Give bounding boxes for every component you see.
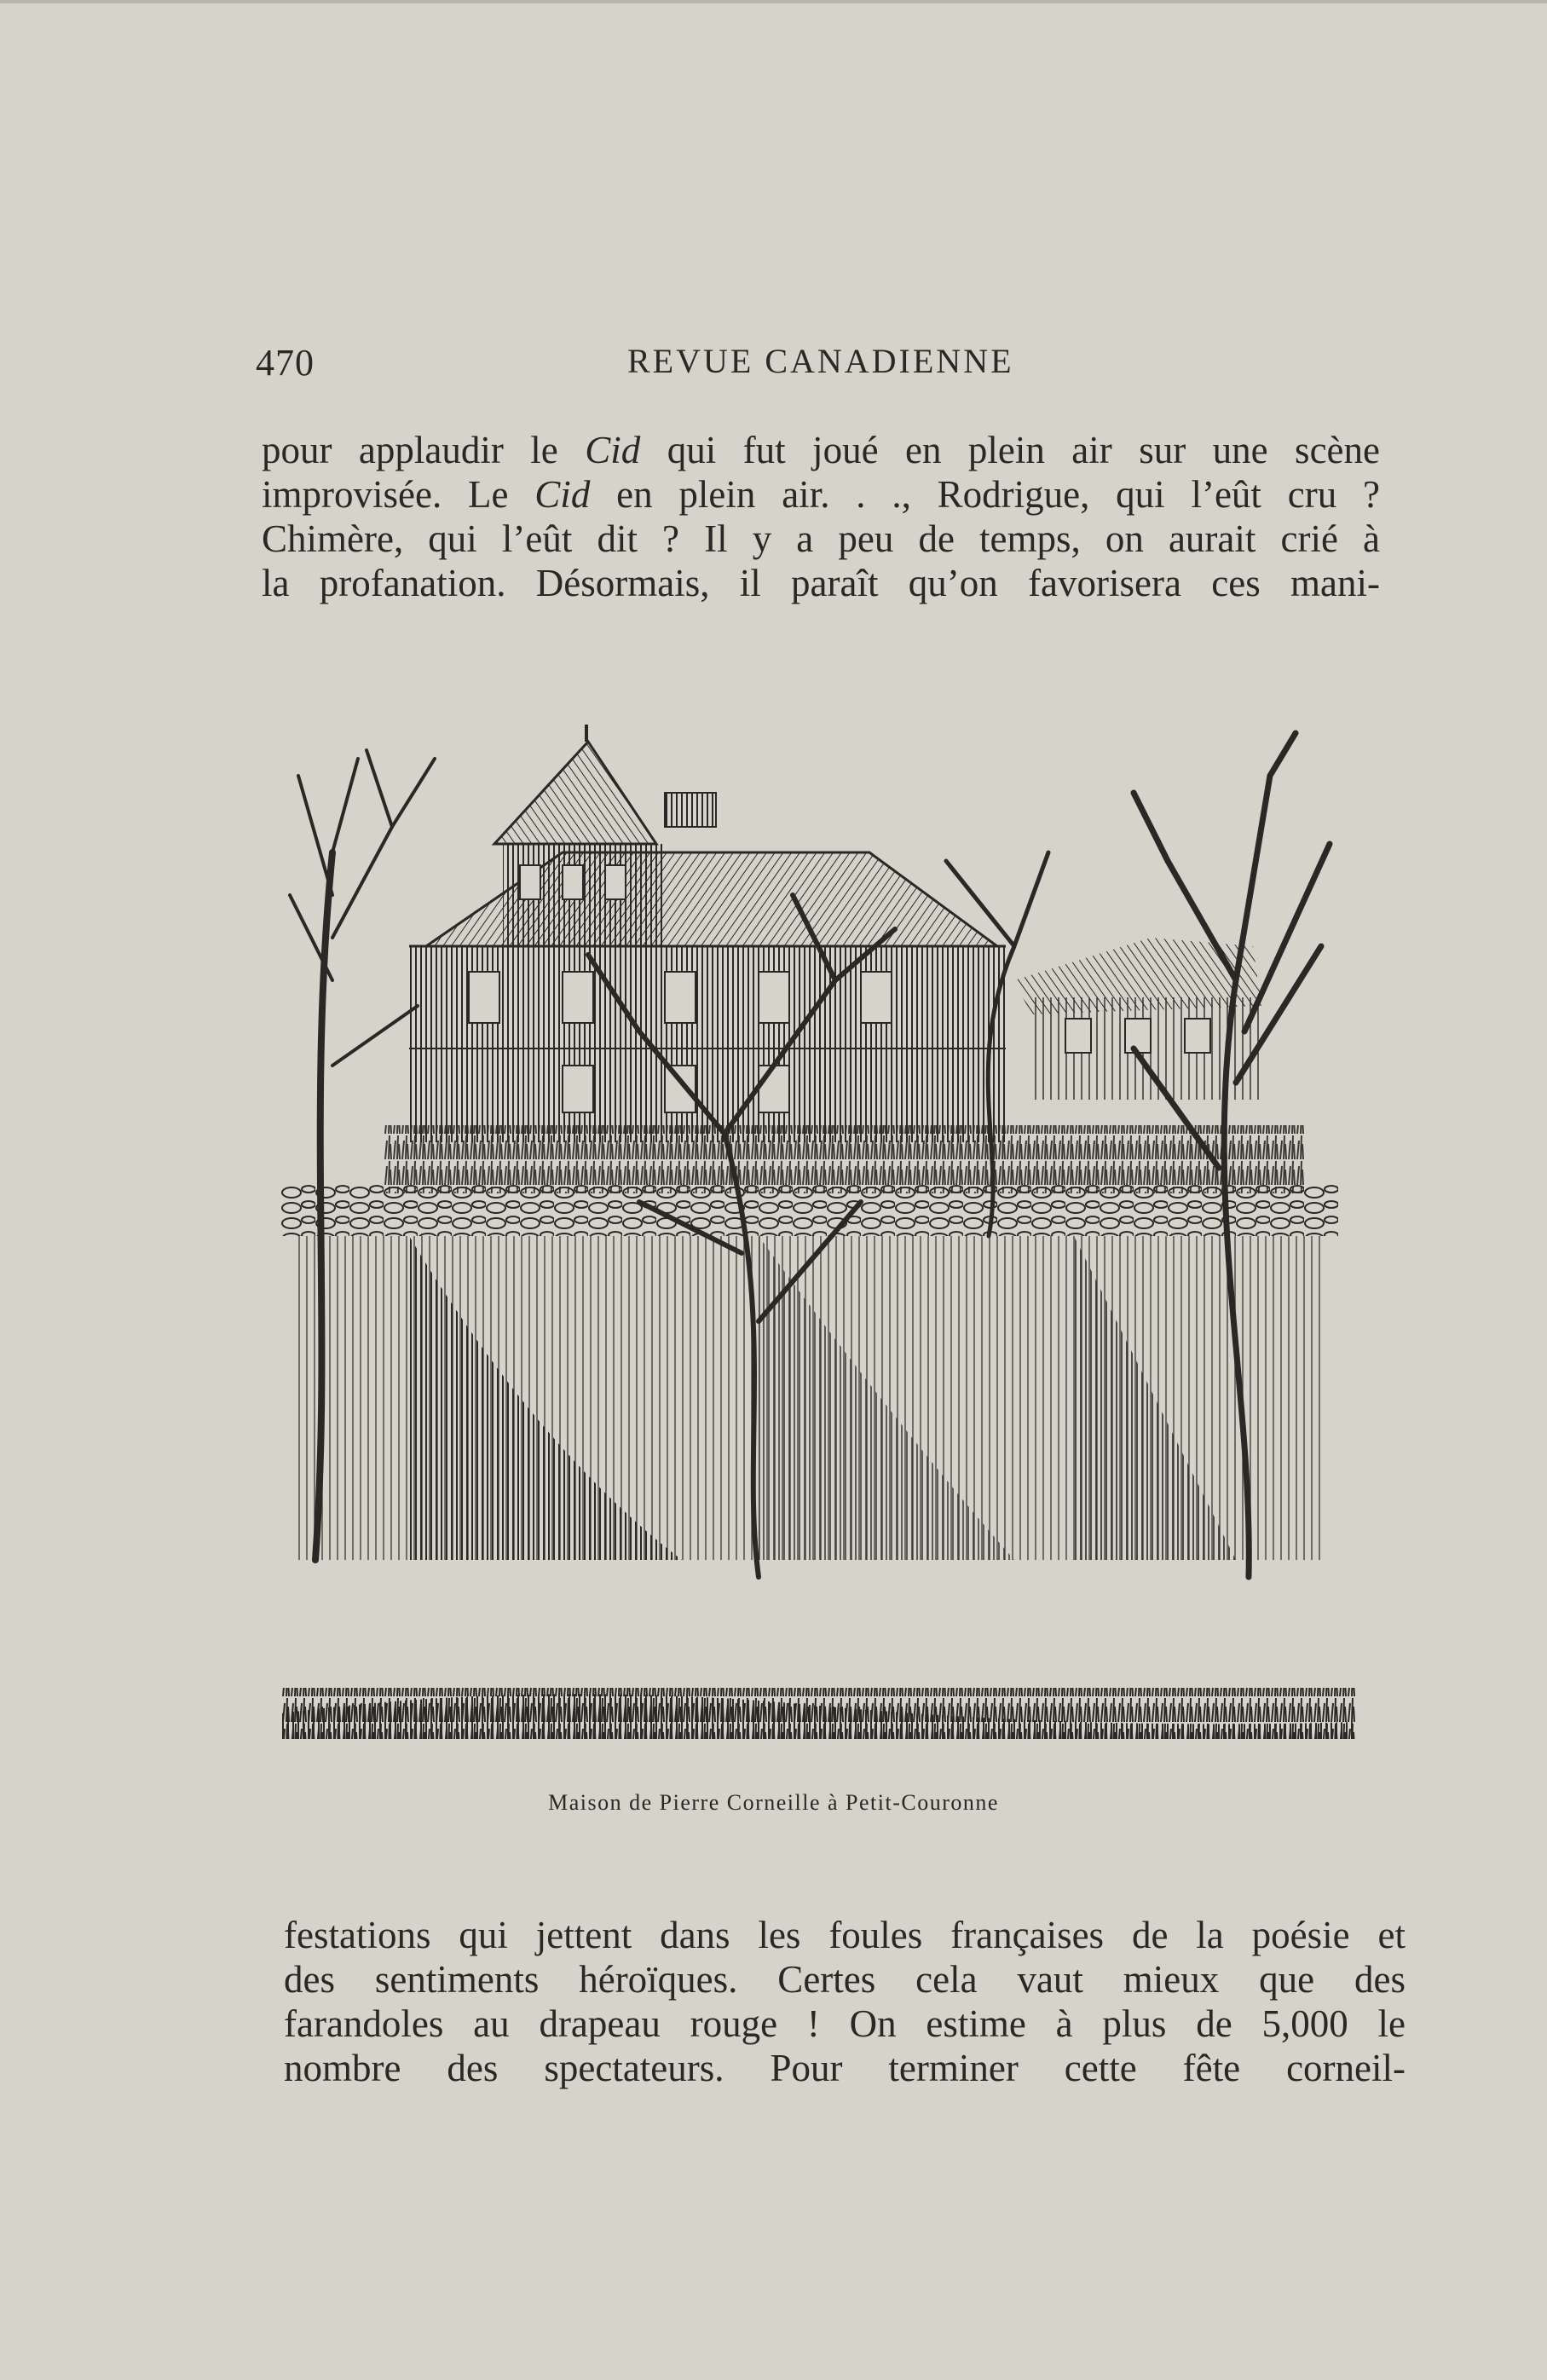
text-run: la profanation. Désormais, il paraît qu’on favorisera ces mani- — [262, 562, 1380, 604]
text-line — [262, 517, 1380, 561]
text-run: improvisée. Le — [262, 473, 535, 516]
text-line: farandoles au drapeau rouge ! On estime à plus de 5,000 le — [284, 2002, 1406, 2045]
running-head: REVUE CANADIENNE — [627, 342, 1014, 380]
text-run: pour applaudir le — [262, 429, 586, 471]
page-header — [256, 341, 1108, 392]
pond-reflection — [298, 1236, 1321, 1560]
bottom-paragraph — [284, 1913, 1406, 2090]
page-top-edge — [0, 0, 1547, 3]
italic-title: Cid — [534, 473, 591, 516]
foreground-grass — [281, 1688, 1355, 1739]
text-line: des sentiments héroïques. Certes cela vaut mieux que des — [284, 1958, 1406, 2001]
text-line — [262, 561, 1380, 605]
meadow — [281, 1125, 1338, 1236]
house-by-pond-engraving — [281, 725, 1355, 1765]
text-line: festations qui jettent dans les foules françaises de la poésie et — [284, 1914, 1406, 1956]
figure-caption: Maison de Pierre Corneille à Petit-Couronne — [548, 1790, 999, 1815]
text-line — [262, 428, 1380, 472]
text-run: Chimère, qui l’eût dit ? Il y a peu de temps, on aurait crié à — [262, 517, 1380, 560]
text-run: qui fut joué en plein air sur une scène — [640, 429, 1380, 471]
timber-framed-house — [409, 725, 1006, 1142]
text-line — [262, 472, 1380, 517]
engraving-illustration — [281, 725, 1355, 1765]
text-line: nombre des spectateurs. Pour terminer cette fête corneil- — [284, 2047, 1406, 2089]
page-number: 470 — [256, 342, 315, 384]
italic-title: Cid — [585, 429, 641, 471]
top-paragraph — [262, 428, 1380, 605]
text-run: en plein air. . ., Rodrigue, qui l’eût cru ? — [590, 473, 1380, 516]
